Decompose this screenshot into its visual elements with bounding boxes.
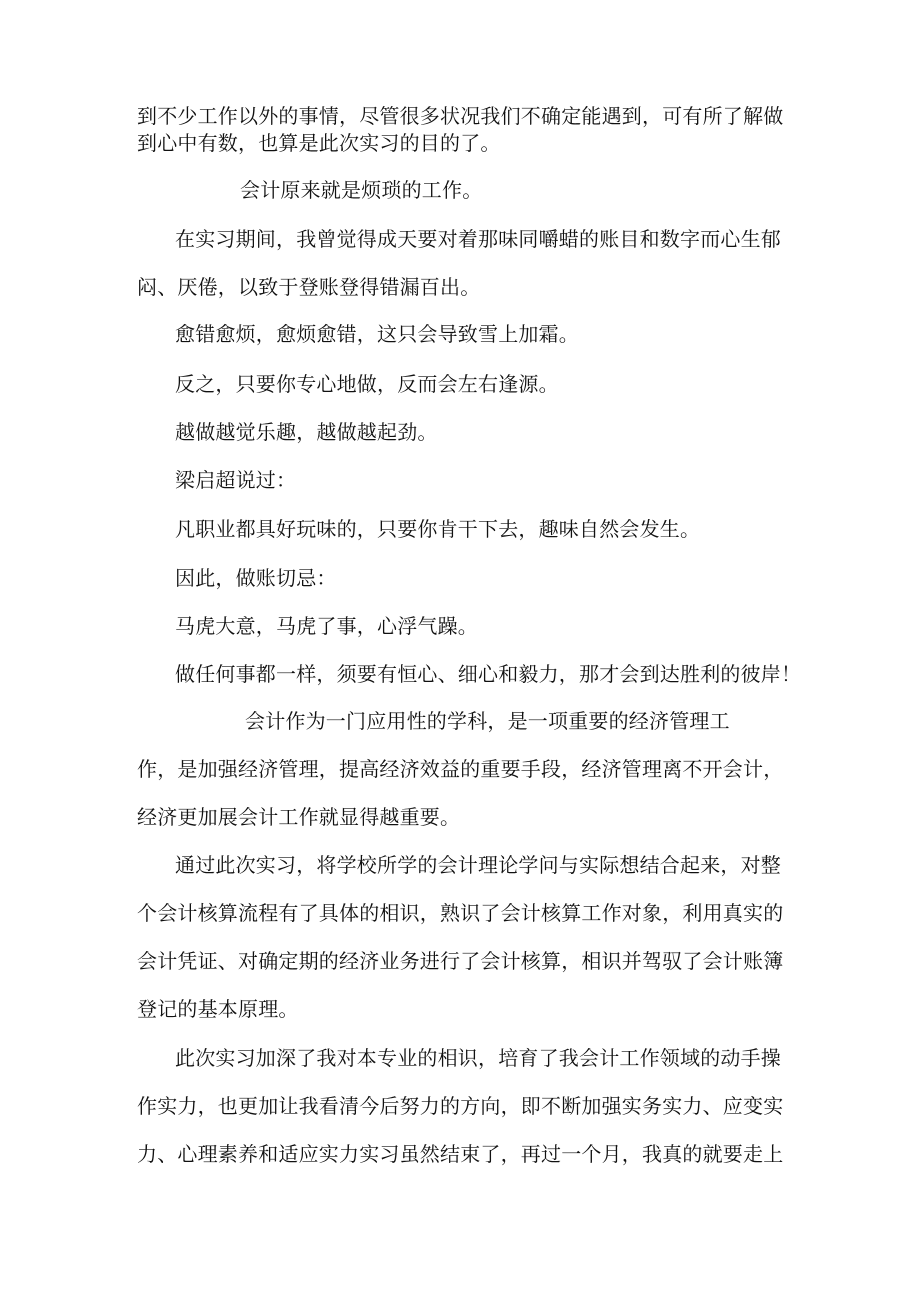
text-line: 反之，只要你专心地做，反而会左右逢源。 <box>175 372 559 396</box>
text-line: 越做越觉乐趣，越做越起劲。 <box>175 420 438 444</box>
text-line: 到不少工作以外的事情，尽管很多状况我们不确定能遇到，可有所了解做 <box>137 104 784 128</box>
text-line: 登记的基本原理。 <box>137 997 299 1021</box>
text-line: 在实习期间，我曾觉得成天要对着那味同嚼蜡的账目和数字而心生郁 <box>175 227 781 251</box>
text-line: 到心中有数，也算是此次实习的目的了。 <box>137 131 501 155</box>
text-line: 因此，做账切忌： <box>175 566 337 590</box>
text-line: 此次实习加深了我对本专业的相识，培育了我会计工作领域的动手操 <box>175 1046 781 1070</box>
text-line: 愈错愈烦，愈烦愈错，这只会导致雪上加霜。 <box>175 322 579 346</box>
text-line: 力、心理素养和适应实力实习虽然结束了，再过一个月，我真的就要走上 <box>137 1142 784 1166</box>
text-line: 会计作为一门应用性的学科，是一项重要的经济管理工 <box>245 709 730 733</box>
text-line: 经济更加展会计工作就显得越重要。 <box>137 805 461 829</box>
text-line: 作实力，也更加让我看清今后努力的方向，即不断加强实务实力、应变实 <box>137 1094 784 1118</box>
text-line: 闷、厌倦，以致于登账登得错漏百出。 <box>137 275 481 299</box>
text-line: 个会计核算流程有了具体的相识，熟识了会计核算工作对象，利用真实的 <box>137 901 784 925</box>
text-line: 梁启超说过： <box>175 468 297 492</box>
text-line: 通过此次实习，将学校所学的会计理论学问与实际想结合起来，对整 <box>175 853 781 877</box>
text-line: 凡职业都具好玩味的，只要你肯干下去，趣味自然会发生。 <box>175 517 701 541</box>
text-line: 作，是加强经济管理，提高经济效益的重要手段，经济管理离不开会计， <box>137 757 784 781</box>
text-line: 马虎大意，马虎了事，心浮气躁。 <box>175 614 478 638</box>
text-line: 做任何事都一样，须要有恒心、细心和毅力，那才会到达胜利的彼岸！ <box>175 662 802 686</box>
text-line: 会计原来就是烦琐的工作。 <box>240 178 483 202</box>
text-line: 会计凭证、对确定期的经济业务进行了会计核算，相识并驾驭了会计账簿 <box>137 949 784 973</box>
